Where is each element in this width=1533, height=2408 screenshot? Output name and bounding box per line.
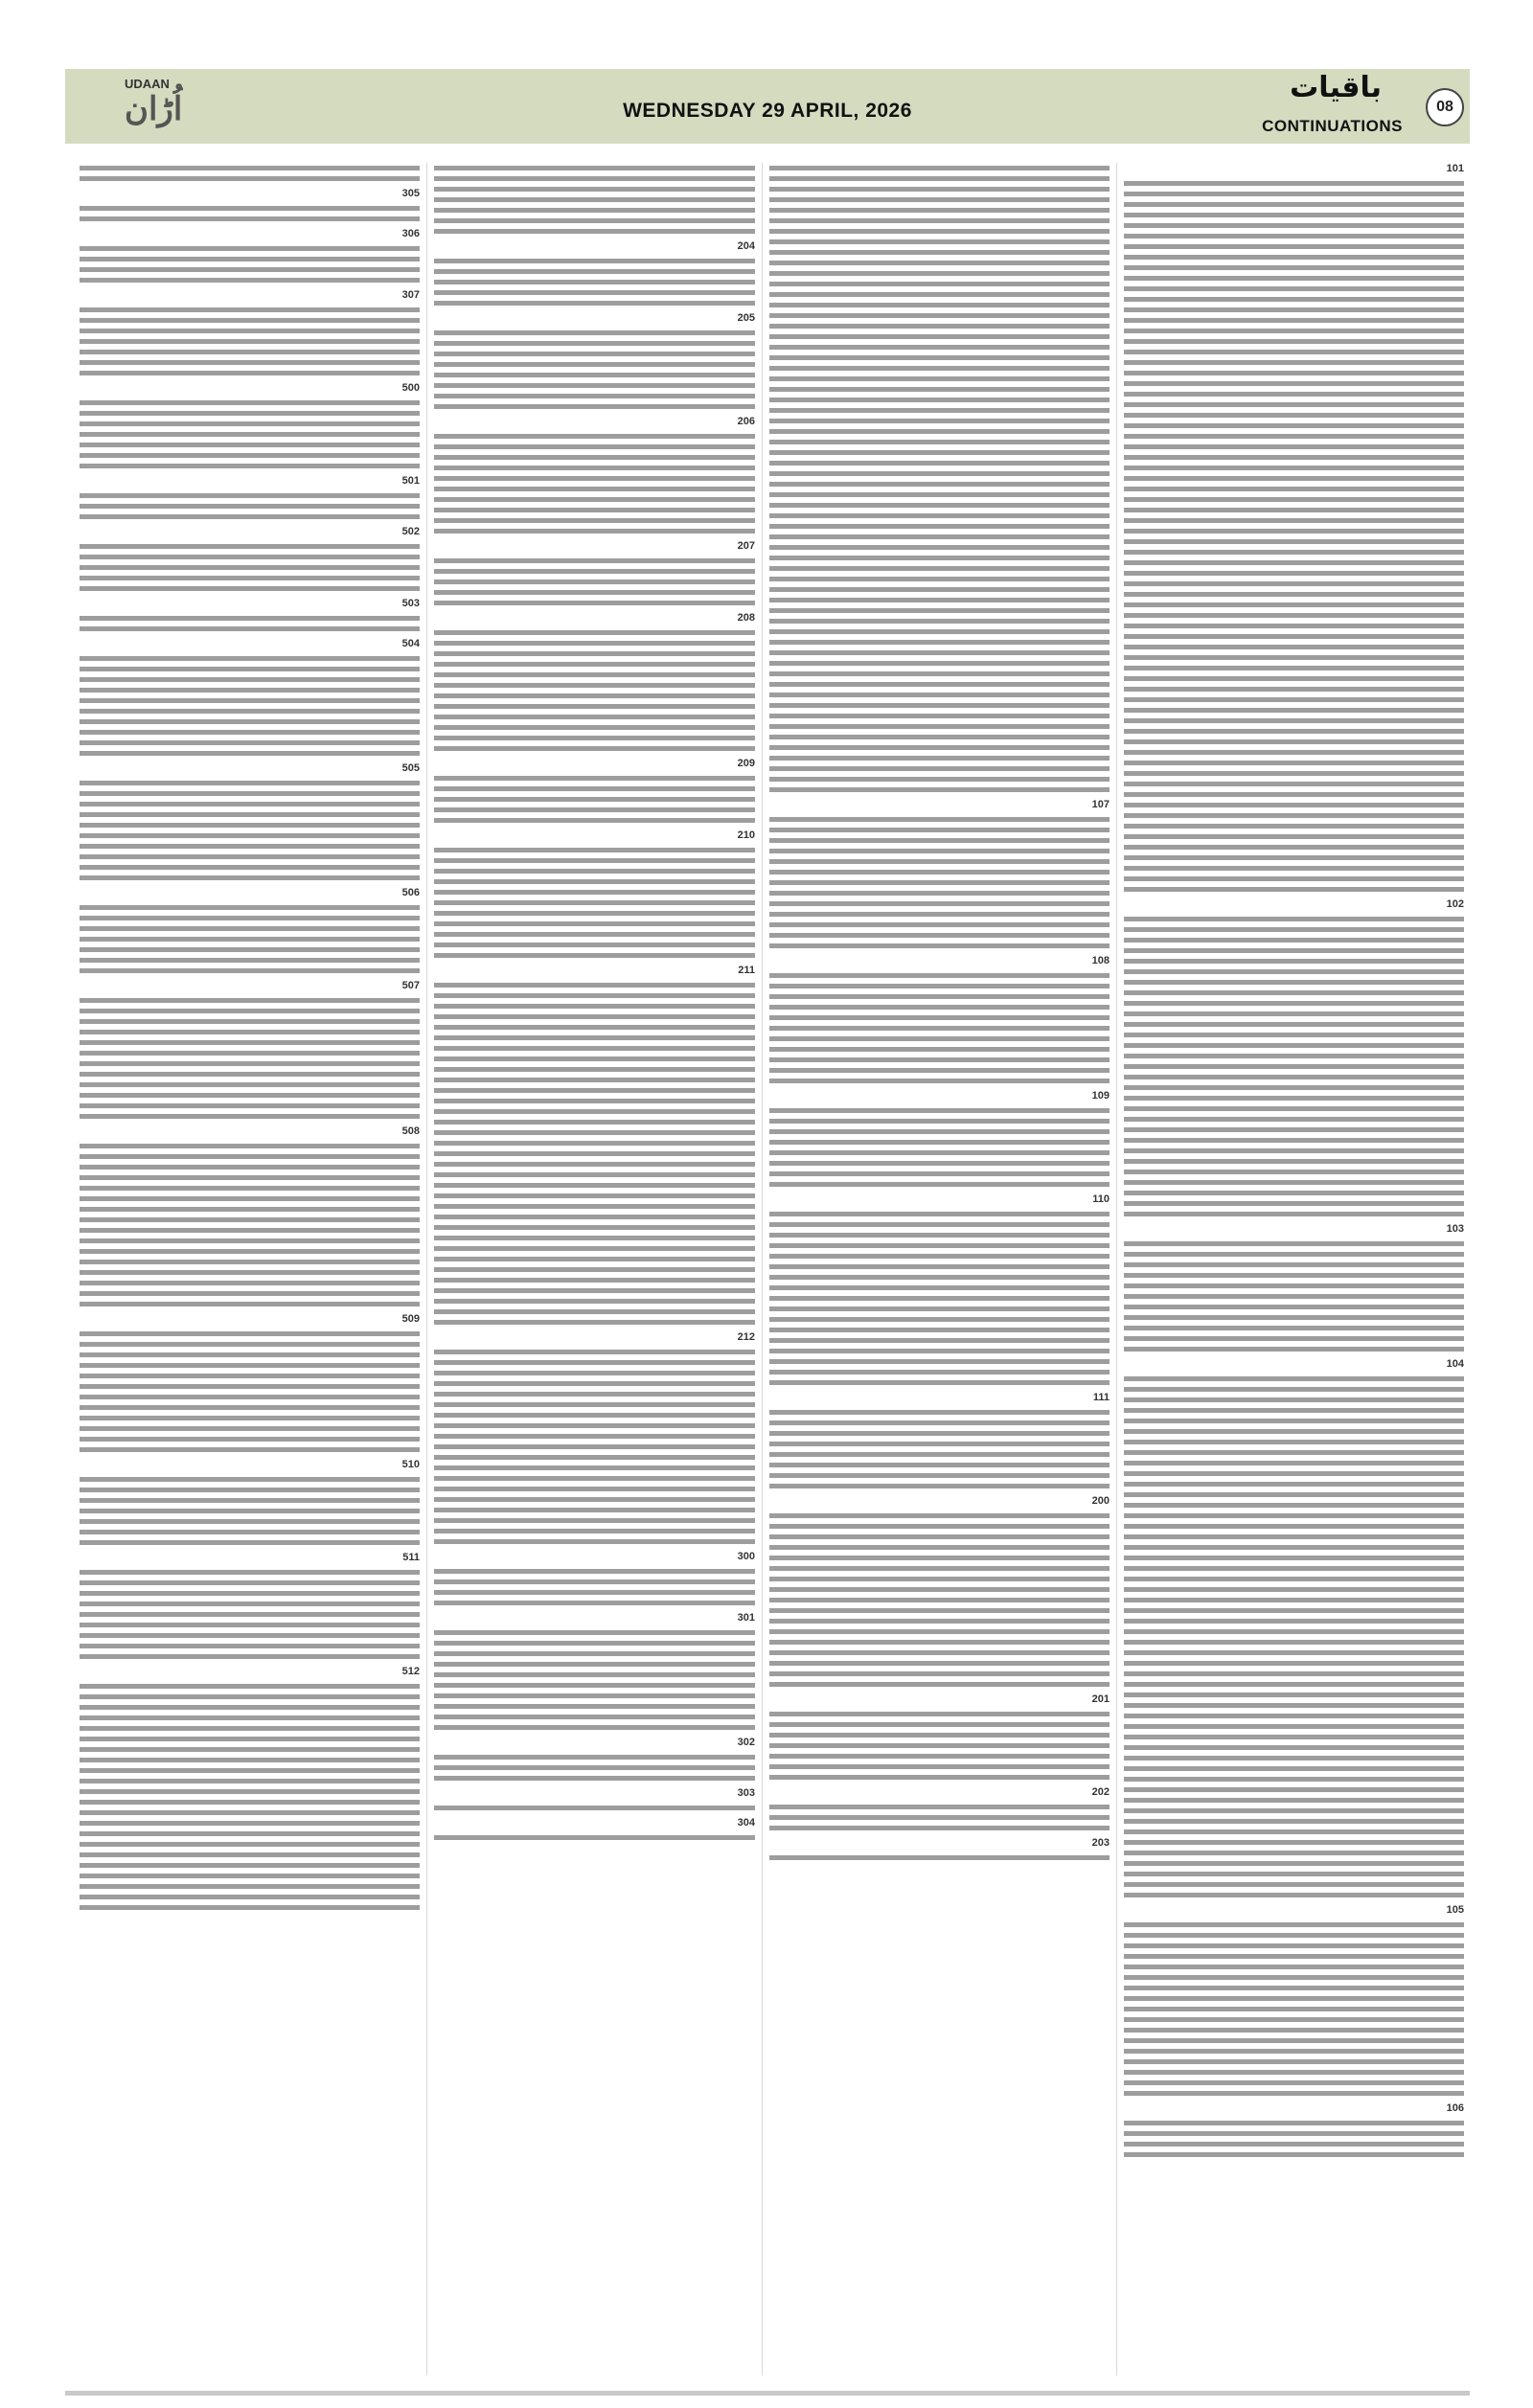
continuation-number: 211	[738, 965, 755, 976]
continuation-number: 205	[737, 312, 755, 324]
continuation-text-block	[769, 1802, 1110, 1833]
section-title-urdu: باقیات	[1290, 71, 1382, 104]
column-divider	[1116, 163, 1117, 2375]
continuation-text-block	[1124, 1920, 1464, 2099]
continuation-number: 512	[401, 1666, 420, 1677]
continuation-text-block	[434, 1627, 755, 1733]
continuation-number: 504	[401, 638, 420, 649]
continuation-number: 103	[1446, 1223, 1464, 1235]
continuation-text-block	[80, 541, 420, 594]
continuation-number: 501	[401, 475, 420, 487]
continuation-text-block	[434, 627, 755, 754]
continuation-number: 210	[737, 829, 755, 841]
continuation-text-block	[80, 1474, 420, 1548]
continuation-text-block	[80, 1141, 420, 1309]
continuation-text-block	[80, 398, 420, 471]
continuation-text-block	[769, 1407, 1110, 1491]
continuation-text-block	[434, 1752, 755, 1783]
continuation-text-block	[80, 902, 420, 976]
continuation-number: 105	[1446, 1904, 1464, 1916]
continuation-text-block	[80, 613, 420, 634]
continuation-text-block	[80, 1681, 420, 1913]
continuation-number: 509	[401, 1313, 420, 1325]
continuation-number: 305	[401, 188, 420, 199]
continuation-text-block	[1124, 2118, 1464, 2160]
column-divider	[762, 163, 763, 2375]
continuation-number: 502	[401, 526, 420, 537]
continuation-text-block	[434, 163, 755, 237]
continuation-number: 303	[737, 1787, 755, 1799]
continuation-text-block	[434, 431, 755, 536]
continuation-text-block	[769, 1852, 1110, 1863]
continuation-number: 108	[1091, 955, 1110, 966]
text-col-4	[80, 163, 420, 2375]
continuation-text-block	[80, 490, 420, 522]
page-number-badge: 08	[1426, 88, 1464, 126]
continuation-number: 302	[737, 1737, 755, 1748]
continuation-text-block	[434, 1832, 755, 1843]
continuation-text-block	[80, 653, 420, 759]
continuation-text-block	[80, 203, 420, 224]
continuation-number: 101	[1446, 163, 1464, 174]
continuation-text-block	[1124, 914, 1464, 1219]
continuation-number: 306	[401, 228, 420, 239]
continuation-number: 109	[1091, 1090, 1110, 1102]
text-col-3	[434, 163, 755, 2375]
continuation-text-block	[434, 1566, 755, 1608]
continuation-text-block	[80, 1567, 420, 1662]
logo-urdu: اُڑان	[125, 90, 183, 128]
continuation-text-block	[769, 970, 1110, 1086]
continuation-text-block	[434, 773, 755, 826]
continuation-number: 212	[737, 1331, 755, 1343]
continuation-text-block	[434, 845, 755, 961]
continuation-number: 204	[737, 240, 755, 252]
continuation-number: 202	[1091, 1786, 1110, 1798]
continuation-number: 104	[1446, 1358, 1464, 1370]
page-header	[65, 69, 1470, 144]
continuation-number: 304	[737, 1817, 755, 1829]
continuation-number: 200	[1091, 1495, 1110, 1507]
continuation-number: 503	[401, 598, 420, 609]
continuation-number: 500	[401, 382, 420, 394]
continuation-number: 511	[402, 1552, 420, 1563]
continuation-number: 508	[401, 1125, 420, 1137]
continuation-number: 506	[401, 887, 420, 898]
continuation-text-block	[1124, 1374, 1464, 1900]
continuation-number: 207	[737, 540, 755, 552]
continuation-number: 111	[1092, 1392, 1110, 1403]
continuation-number: 102	[1446, 898, 1464, 910]
continuation-text-block	[80, 1329, 420, 1455]
continuation-number: 505	[401, 762, 420, 774]
continuation-number: 301	[737, 1612, 755, 1624]
continuation-number: 209	[737, 758, 755, 769]
column-divider	[426, 163, 427, 2375]
continuation-number: 107	[1091, 799, 1110, 810]
continuation-number: 507	[401, 980, 420, 991]
continuation-number: 201	[1091, 1693, 1110, 1705]
continuation-text-block	[1124, 178, 1464, 895]
continuation-text-block	[1124, 1238, 1464, 1354]
issue-date: WEDNESDAY 29 APRIL, 2026	[623, 100, 912, 122]
text-col-1	[1124, 163, 1464, 2375]
continuation-text-block	[434, 328, 755, 412]
continuation-text-block	[80, 243, 420, 285]
continuation-text-block	[434, 1803, 755, 1813]
continuation-text-block	[434, 1347, 755, 1547]
continuation-text-block	[769, 1511, 1110, 1690]
continuation-text-block	[434, 980, 755, 1328]
logo-english: UDAAN	[125, 77, 170, 91]
continuation-number: 106	[1446, 2102, 1464, 2114]
continuation-text-block	[769, 1709, 1110, 1783]
continuation-number: 208	[737, 612, 755, 624]
continuation-text-block	[769, 163, 1110, 795]
continuation-number: 110	[1092, 1193, 1110, 1205]
continuation-text-block	[80, 163, 420, 184]
continuation-number: 203	[1091, 1837, 1110, 1849]
continuation-number: 307	[401, 289, 420, 301]
continuation-text-block	[80, 305, 420, 378]
continuation-text-block	[434, 256, 755, 308]
continuation-number: 300	[737, 1551, 755, 1562]
section-title-english: CONTINUATIONS	[1262, 117, 1403, 135]
continuation-text-block	[434, 556, 755, 608]
continuation-text-block	[769, 814, 1110, 951]
continuation-text-block	[769, 1105, 1110, 1190]
continuation-text-block	[80, 778, 420, 883]
text-col-2	[769, 163, 1110, 2375]
continuation-text-block	[80, 995, 420, 1122]
continuations-columns	[69, 163, 1464, 2375]
continuation-number: 206	[737, 416, 755, 427]
footer-rule	[65, 2391, 1470, 2396]
continuation-number: 510	[401, 1459, 420, 1470]
continuation-text-block	[769, 1209, 1110, 1388]
